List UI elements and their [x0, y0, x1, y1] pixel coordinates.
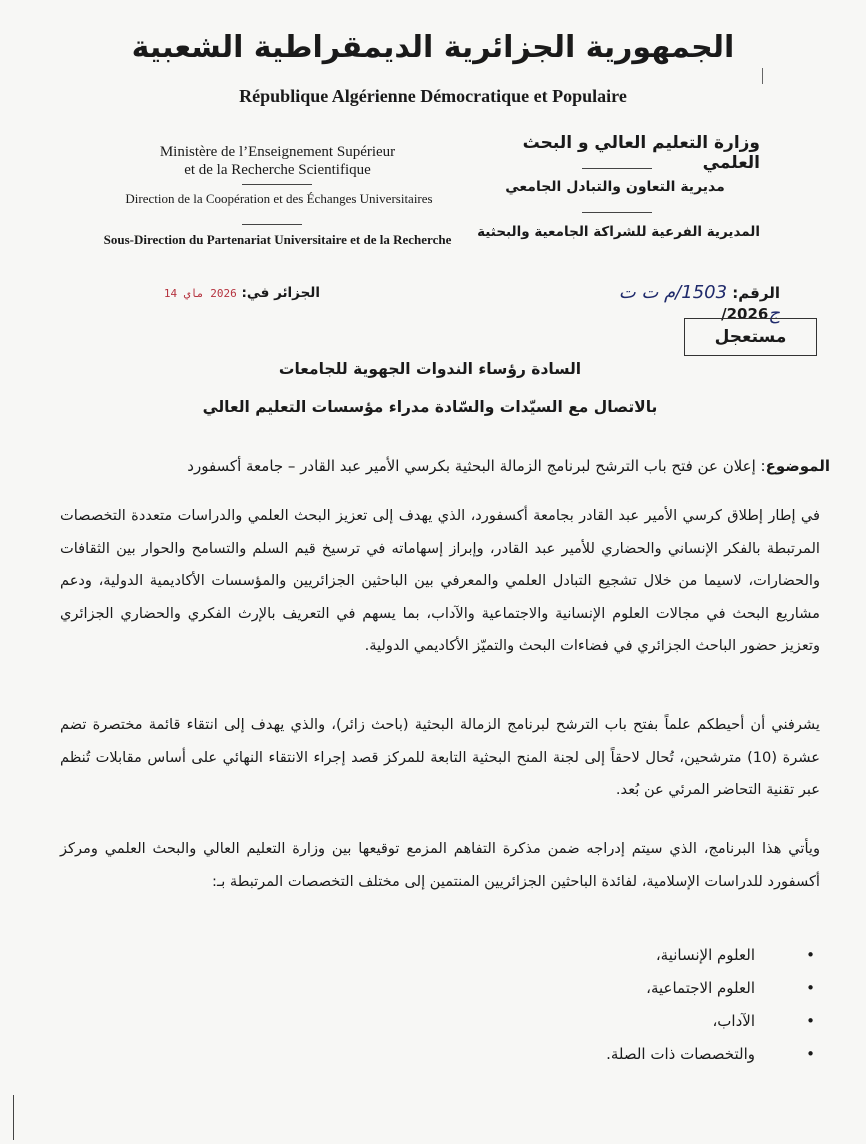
date-stamp: 2026 ماي 14	[163, 287, 237, 300]
urgent-box: مستعجل	[684, 318, 817, 356]
french-republic-title: République Algérienne Démocratique et Populaire	[239, 86, 627, 106]
list-item	[470, 972, 815, 1005]
french-ministry	[110, 143, 445, 179]
bullet-icon: •	[806, 946, 815, 964]
subject-label: الموضوع	[765, 457, 830, 475]
bullet-icon: •	[806, 979, 815, 997]
french-ministry-line2: et de la Recherche Scientifique	[184, 162, 371, 178]
reference-handwritten: 1503	[681, 282, 728, 303]
margin-tick	[762, 68, 763, 84]
french-ministry-line1: Ministère de l’Enseignement Supérieur	[159, 144, 396, 160]
list-item	[470, 1038, 815, 1071]
reference-year: 2026/	[721, 305, 769, 323]
list-item-text: الآداب،	[712, 1012, 755, 1030]
bullet-icon: •	[806, 1045, 815, 1063]
divider	[242, 224, 302, 225]
body-paragraph-3: ويأتي هذا البرنامج، الذي سيتم إدراجه ضمن مذكرة التفاهم المزمع توقيعها بين وزارة التعليم العالي والبحث العلمي ومركز أكسفورد للدراسات الإسلامية، لفائدة الباحثين الجزائريين المنتمين إلى مختلف التخصصات المرتبطة بـ:	[60, 840, 820, 890]
subject-text: : إعلان عن فتح باب الترشح لبرنامج الزمالة البحثية بكرسي الأمير عبد القادر – جامعة أكسفورد	[187, 457, 766, 475]
addressee	[150, 350, 710, 426]
margin-line	[13, 1095, 14, 1140]
divider	[582, 212, 652, 213]
french-direction: Direction de la Coopération et des Échanges Universitaires	[125, 191, 433, 206]
reference-label: الرقم:	[732, 284, 780, 302]
subject-line	[60, 455, 830, 477]
list-item-text: والتخصصات ذات الصلة.	[606, 1045, 755, 1063]
addressee-line2: بالاتصال مع السيّدات والسّادة مدراء مؤسسات التعليم العالي	[202, 398, 658, 416]
addressee-line1: السادة رؤساء الندوات الجهوية للجامعات	[278, 360, 582, 378]
bullet-icon: •	[806, 1012, 815, 1030]
body-paragraph-2: يشرفني أن أحيطكم علماً بفتح باب الترشح لبرنامج الزمالة البحثية (باحث زائر)، والذي يهدف إلى انتقاء قائمة مختصرة تضم عشرة (10) مترشحين، تُحال لاحقاً إلى لجنة المنح البحثية التابعة للمركز قصد إجراء الانتقاء النهائي على أساس مقابلات تُنظم عبر تقنية التحاضر المرئي عن بُعد.	[60, 716, 820, 798]
arabic-ministry: وزارة التعليم العالي و البحث العلمي	[522, 133, 760, 173]
divider	[582, 168, 652, 169]
body-paragraph-1: في إطار إطلاق كرسي الأمير عبد القادر بجامعة أكسفورد، الذي يهدف إلى تعزيز البحث العلمي والدراسات متعددة التخصصات المرتبطة بالفكر الإنساني والحضاري للأمير عبد القادر، وإبراز إسهاماته في ترسيخ قيم السلم والتسامح والحوار بين الثقافات والحضارات، لاسيما من خلال تشجيع التبادل العلمي والمعرفي بين الباحثين الجزائريين والمؤسسات الأكاديمية الدولية، ودعم مشاريع البحث في مجالات العلوم الإنسانية والاجتماعية والآداب، بما يسهم في التعريف بالإرث الفكري والحضاري الجزائري وتعزيز حضور الباحث الجزائري في فضاءات البحث والتميّز الأكاديمي الدولية.	[60, 507, 820, 654]
date-label: الجزائر في:	[241, 285, 320, 301]
list-item-text: العلوم الاجتماعية،	[646, 979, 755, 997]
arabic-direction: مديرية التعاون والتبادل الجامعي	[505, 179, 725, 195]
reference-suffix: /م ت ت ج	[618, 282, 780, 324]
list-item	[470, 1005, 815, 1038]
divider	[242, 184, 312, 185]
fields-list	[470, 939, 815, 1071]
date-line	[140, 285, 320, 301]
french-subdirection: Sous-Direction du Partenariat Universitaire et de la Recherche	[103, 232, 452, 247]
arabic-subdirection: المديرية الفرعية للشراكة الجامعية والبحثية	[477, 224, 760, 240]
list-item	[470, 939, 815, 972]
arabic-republic-title: الجمهورية الجزائرية الديمقراطية الشعبية	[131, 30, 735, 65]
list-item-text: العلوم الإنسانية،	[655, 946, 755, 964]
